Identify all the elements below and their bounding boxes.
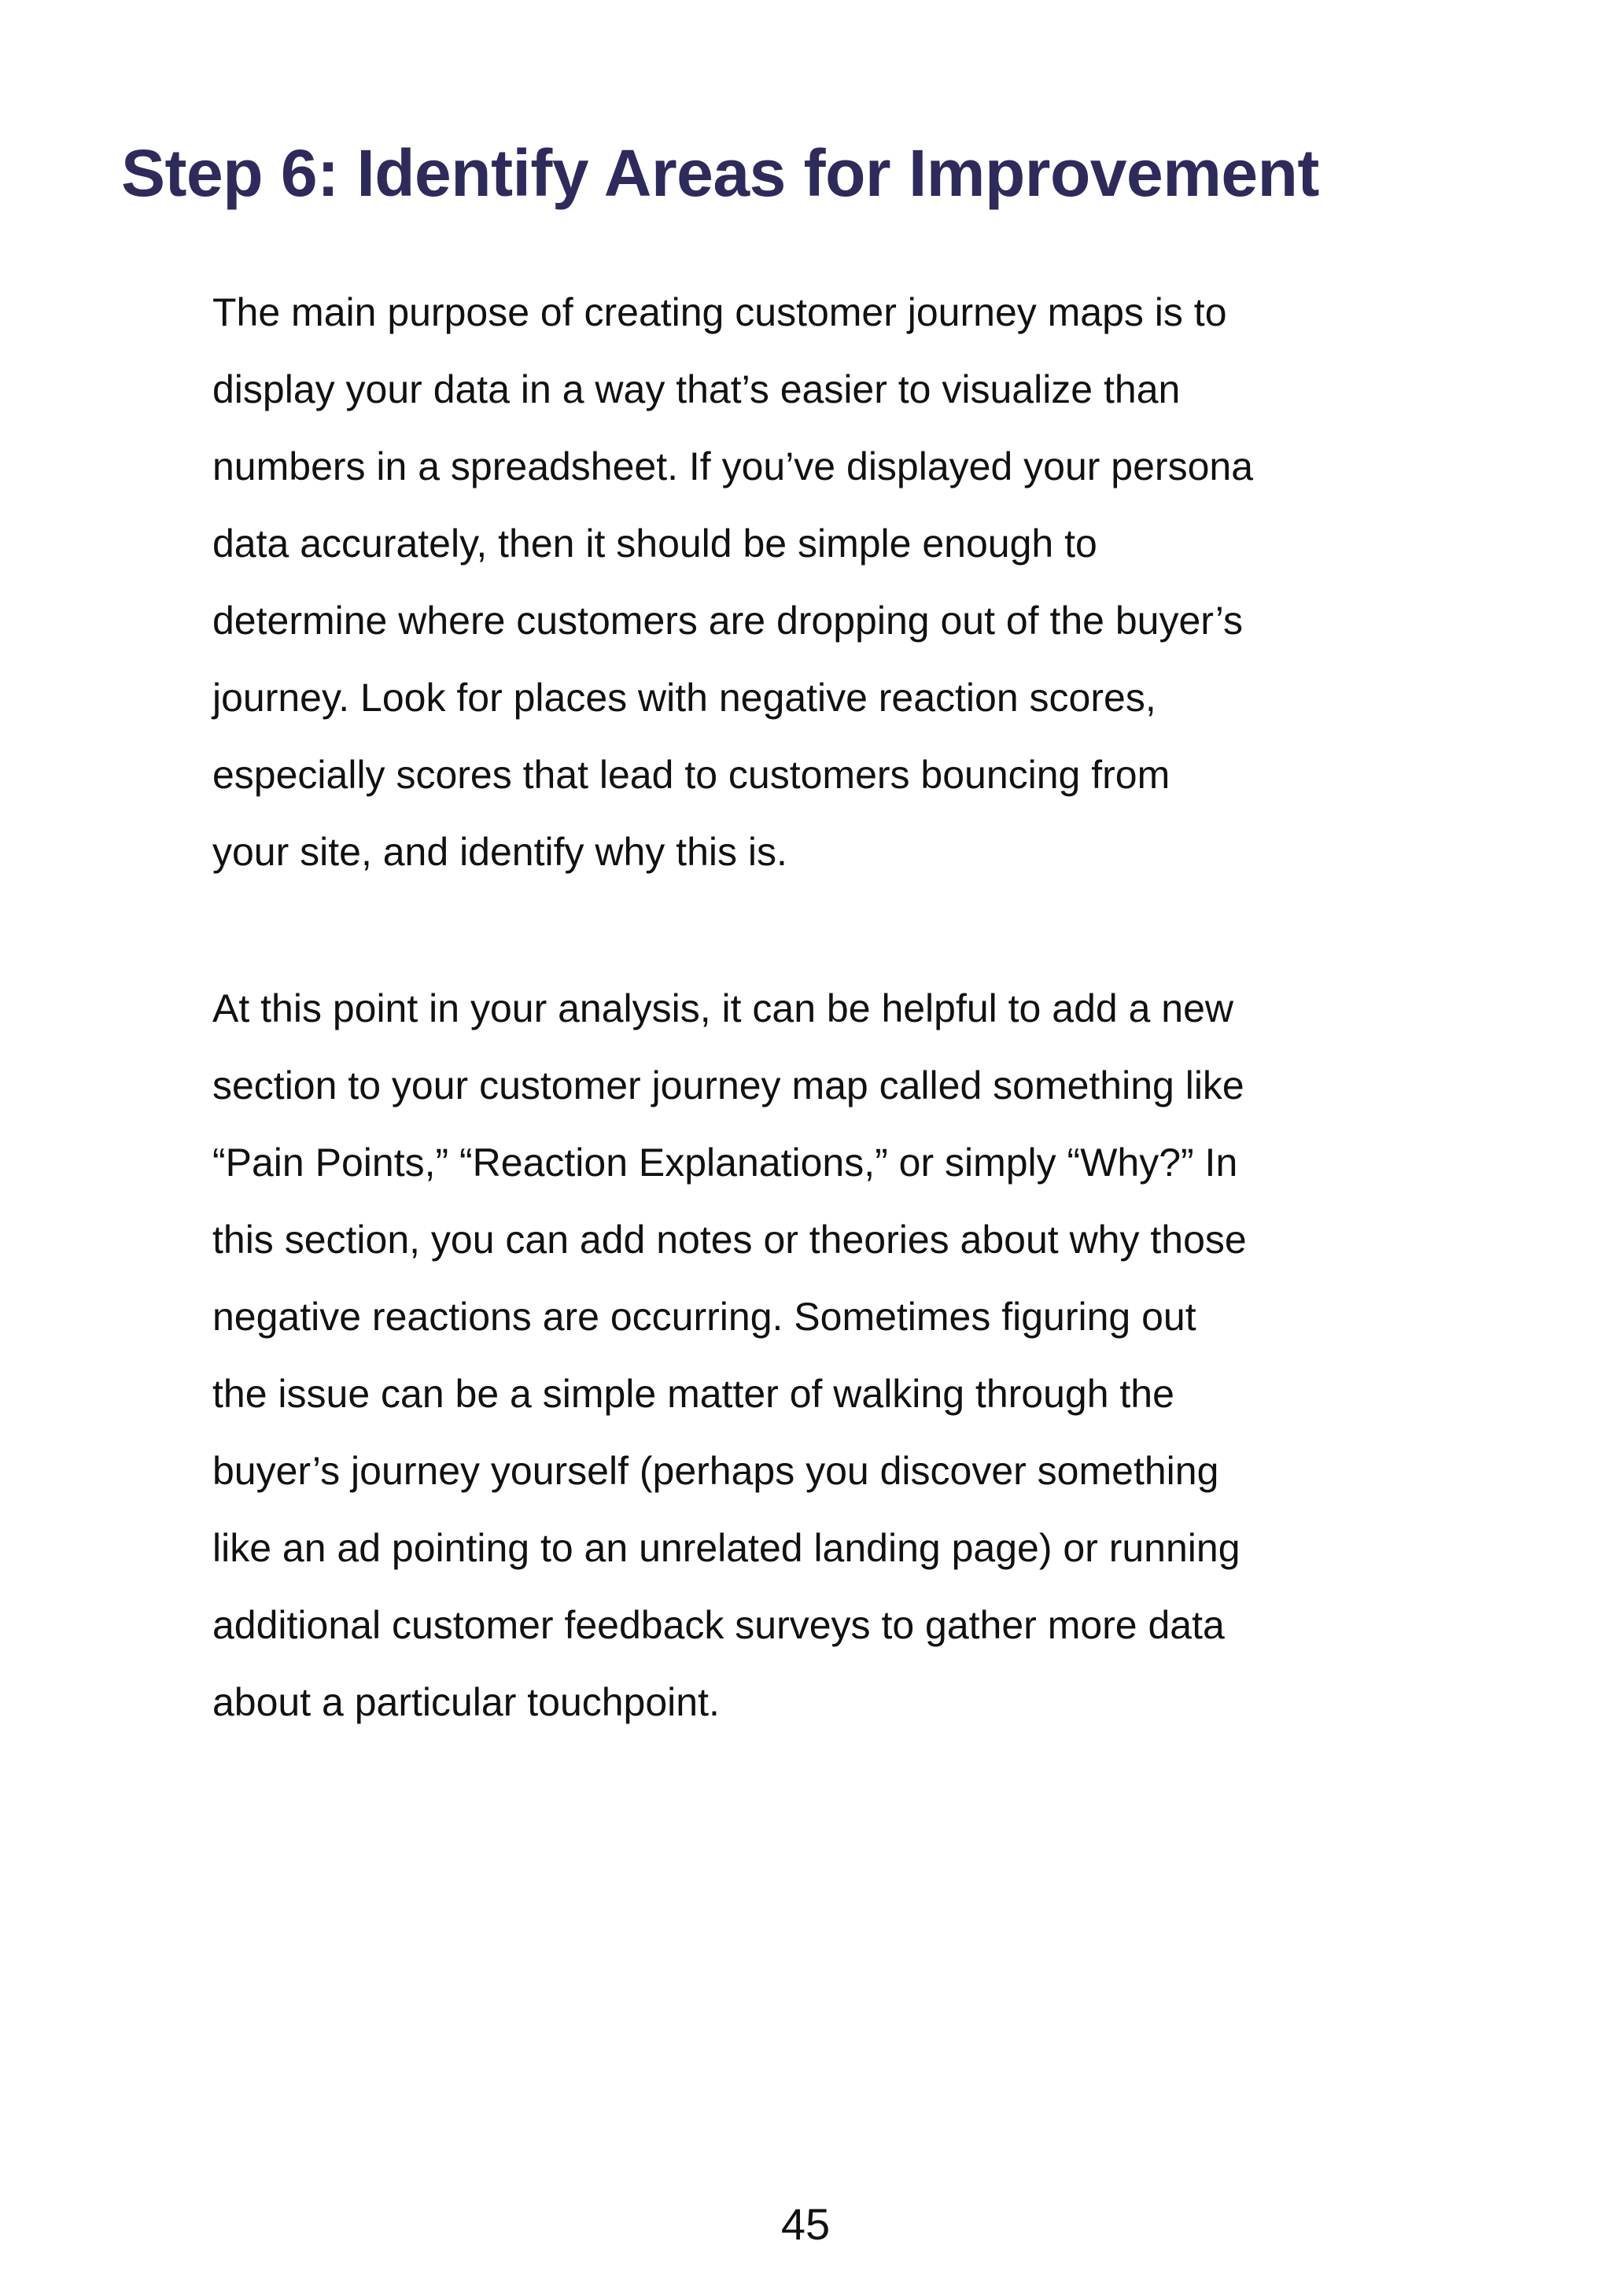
text-line: determine where customers are dropping out of the buyer’s <box>212 599 1243 643</box>
text-line: data accurately, then it should be simple enough to <box>212 521 1097 566</box>
text-line: journey. Look for places with negative reaction scores, <box>212 676 1156 720</box>
paragraph-2 <box>212 970 1440 1741</box>
text-line: this section, you can add notes or theories about why those <box>212 1218 1247 1262</box>
text-line: section to your customer journey map called something like <box>212 1063 1244 1107</box>
text-line: The main purpose of creating customer journey maps is to <box>212 290 1227 334</box>
text-line: like an ad pointing to an unrelated landing page) or running <box>212 1526 1241 1570</box>
text-line: At this point in your analysis, it can be helpful to add a new <box>212 986 1233 1030</box>
section-heading: Step 6: Identify Areas for Improvement <box>121 136 1319 210</box>
page-number: 45 <box>780 2199 831 2249</box>
text-line: buyer’s journey yourself (perhaps you discover something <box>212 1449 1219 1493</box>
text-line: numbers in a spreadsheet. If you’ve displayed your persona <box>212 444 1253 488</box>
text-line: about a particular touchpoint. <box>212 1680 720 1724</box>
text-line: “Pain Points,” “Reaction Explanations,” or simply “Why?” In <box>212 1141 1238 1185</box>
text-line: negative reactions are occurring. Sometimes figuring out <box>212 1295 1196 1339</box>
text-line: especially scores that lead to customers bouncing from <box>212 753 1170 797</box>
paragraph-1 <box>212 274 1440 890</box>
text-line: the issue can be a simple matter of walking through the <box>212 1372 1174 1416</box>
text-line: display your data in a way that’s easier to visualize than <box>212 367 1181 411</box>
text-line: your site, and identify why this is. <box>212 830 787 874</box>
text-line: additional customer feedback surveys to gather more data <box>212 1603 1225 1647</box>
